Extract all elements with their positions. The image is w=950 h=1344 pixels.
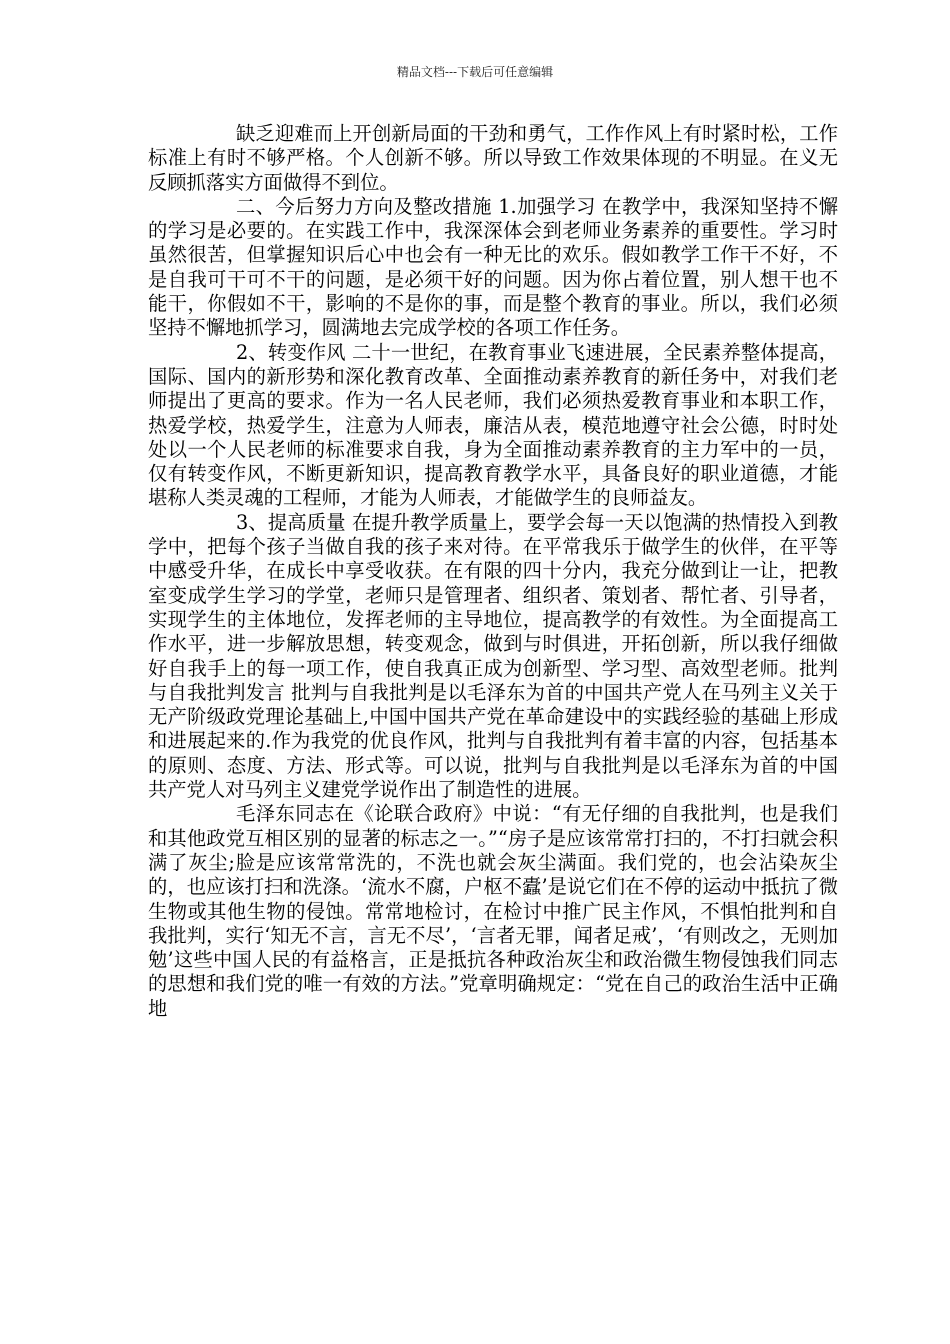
paragraph-mao-quote: 毛泽东同志在《论联合政府》中说：“有无仔细的自我批判，也是我们和其他政党互相区别的显著的标志之一。”“房子是应该常常打扫的，不打扫就会积满了灰尘;脸是应该常常洗的，不洗也就会灰尘满面。我们党的，也会沾染灰尘的，也应该打扫和洗涤。‘流水不腐，户枢不蠹’是说它们在不停的运动中抵抗了微生物或其他生物的侵蚀。常常地检讨，在检讨中推广民主作风，不惧怕批判和自我批判，实行‘知无不言，言无不尽’，‘言者无罪，闻者足戒’，‘有则改之，无则加勉’这些中国人民的有益格言，正是抵抗各种政治灰尘和政治微生物侵蚀我们同志的思想和我们党的唯一有效的方法。”党章明确规定：“党在自己的政治生活中正确地 — [148, 802, 838, 1020]
paragraph-change-style: 2、转变作风 二十一世纪，在教育事业飞速进展，全民素养整体提高，国际、国内的新形势和深化教育改革、全面推动素养教育的新任务中，对我们老师提出了更高的要求。作为一名人民老师，我们必须热爱教育事业和本职工作，热爱学校，热爱学生，注意为人师表，廉洁从表，模范地遵守社会公德，时时处处以一个人民老师的标准要求自我，身为全面推动素养教育的主力军中的一员，仅有转变作风，不断更新知识，提高教育教学水平，具备良好的职业道德，才能堪称人类灵魂的工程师，才能为人师表，才能做学生的良师益友。 — [148, 340, 838, 510]
document-body — [148, 122, 838, 1021]
paragraph-improve-quality: 3、提高质量 在提升教学质量上，要学会每一天以饱满的热情投入到教学中，把每个孩子当做自我的孩子来对待。在平常我乐于做学生的伙伴，在平等中感受升华，在成长中享受收获。在有限的四十分内，我充分做到让一让，把教室变成学生学习的学堂，老师只是管理者、组织者、策划者、帮忙者、引导者，实现学生的主体地位，发挥老师的主导地位，提高教学的有效性。为全面提高工作水平，进一步解放思想，转变观念，做到与时俱进，开拓创新，所以我仔细做好自我手上的每一项工作，使自我真正成为创新型、学习型、高效型老师。批判与自我批判发言 批判与自我批判是以毛泽东为首的中国共产党人在马列主义关于无产阶级政党理论基础上,中国中国共产党在革命建设中的实践经验的基础上形成和进展起来的.作为我党的优良作风，批判与自我批判有着丰富的内容，包括基本的原则、态度、方法、形式等。可以说，批判与自我批判是以毛泽东为首的中国共产党人对马列主义建党学说作出了制造性的进展。 — [148, 510, 838, 802]
paragraph-shortcomings: 缺乏迎难而上开创新局面的干劲和勇气，工作作风上有时紧时松，工作标准上有时不够严格。个人创新不够。所以导致工作效果体现的不明显。在义无反顾抓落实方面做得不到位。 — [148, 122, 838, 194]
paragraph-improvement-study: 二、今后努力方向及整改措施 1.加强学习 在教学中，我深知坚持不懈的学习是必要的。在实践工作中，我深深体会到老师业务素养的重要性。学习时虽然很苦，但掌握知识后心中也会有一种无比的欢乐。假如教学工作干不好，不是自我可干可不干的问题，是必须干好的问题。因为你占着位置，别人想干也不能干，你假如不干，影响的不是你的事，而是整个教育的事业。所以，我们必须坚持不懈地抓学习，圆满地去完成学校的各项工作任务。 — [148, 194, 838, 340]
page-header: 精品文档---下载后可任意编辑 — [396, 65, 554, 79]
